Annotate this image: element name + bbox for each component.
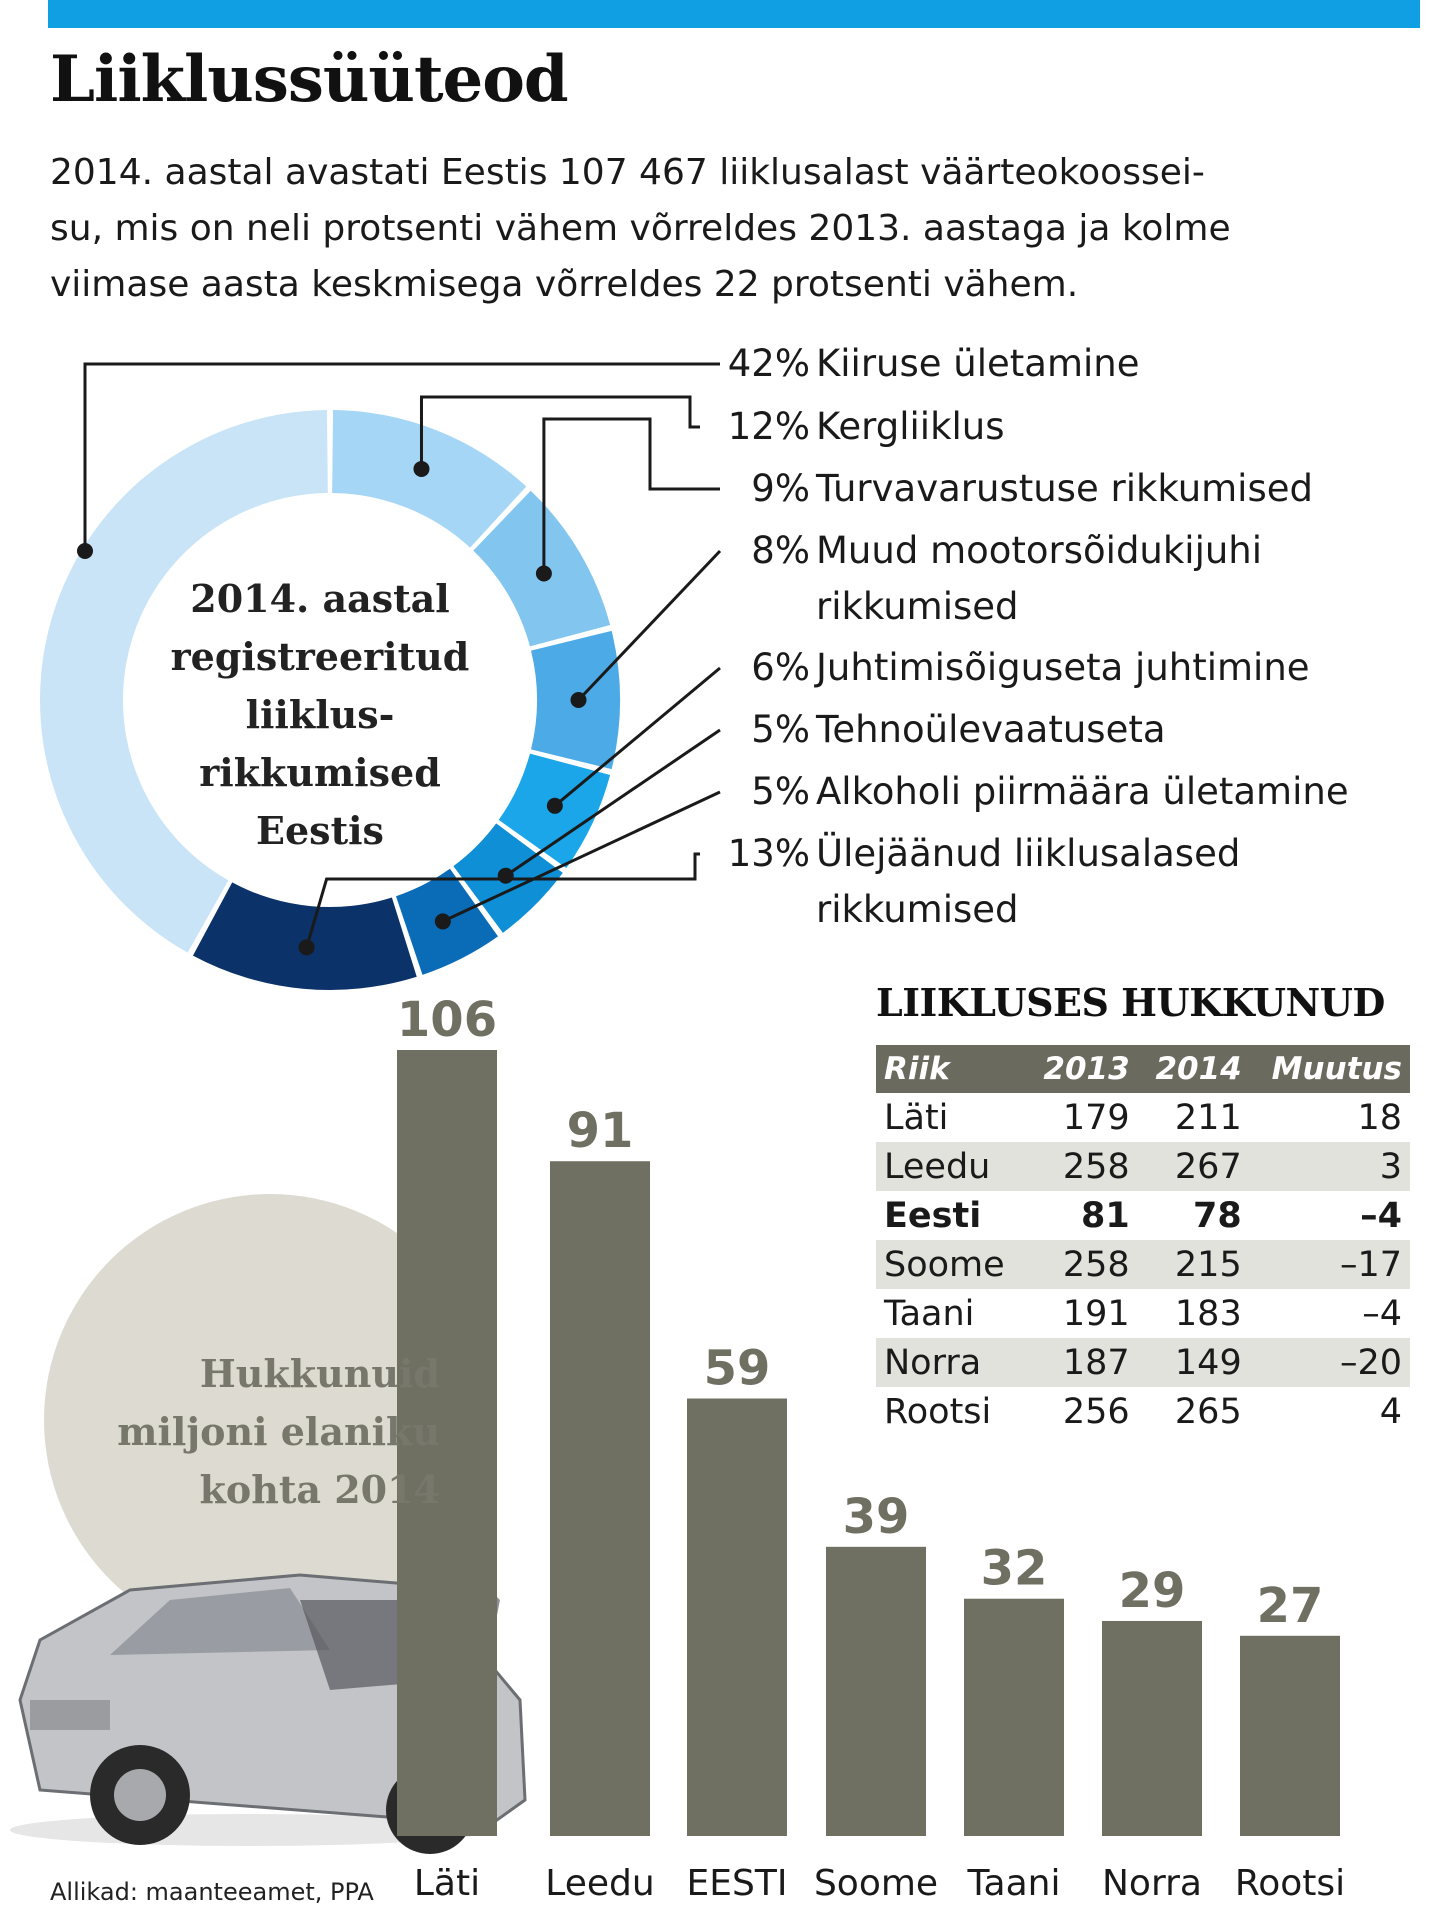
table-header-row [876, 1045, 1410, 1093]
bar-value-label: 27 [1256, 1577, 1324, 1634]
table-cell: –4 [1360, 1195, 1402, 1236]
bar [1102, 1621, 1202, 1836]
source-note: Allikad: maanteeamet, PPA [50, 1878, 374, 1906]
legend-label: rikkumised [816, 585, 1019, 628]
legend-item-other-driver [690, 523, 1262, 635]
bar [687, 1399, 787, 1836]
table-cell: 18 [1357, 1097, 1402, 1138]
legend-item-other [690, 826, 1240, 938]
table-cell: Rootsi [884, 1391, 992, 1432]
table-cell: Norra [876, 1338, 1026, 1387]
table-cell: 215 [1138, 1240, 1250, 1289]
bar [550, 1161, 650, 1836]
table-cell: –4 [1362, 1293, 1402, 1334]
legend-label: Kiiruse ületamine [816, 342, 1140, 385]
intro-line: su, mis on neli protsenti vähem võrreldes 2013. aastaga ja kolme [50, 208, 1231, 249]
table-cell: 183 [1174, 1293, 1242, 1334]
legend-label: Alkoholi piirmäära ületamine [816, 770, 1349, 813]
table-header-cell: 2014 [1138, 1045, 1250, 1093]
table-row [876, 1142, 1410, 1191]
table-header-cell: Riik [876, 1045, 1026, 1093]
table-title: LIIKLUSES HUKKUNUD [876, 980, 1385, 1025]
bar [1240, 1636, 1340, 1836]
legend-label: rikkumised [816, 888, 1019, 931]
bar-value-label: 91 [566, 1103, 634, 1160]
legend-pct: 5% [751, 770, 810, 813]
table-row [876, 1093, 1410, 1142]
donut-slice [193, 882, 417, 990]
legend-pct: 42% [727, 342, 810, 385]
legend-label: Ülejäänud liiklusalased [816, 832, 1241, 875]
table-cell: Eesti [884, 1195, 982, 1236]
table-cell: 3 [1250, 1142, 1410, 1191]
table-cell: Soome [876, 1240, 1026, 1289]
legend-label: Kergliiklus [816, 405, 1005, 448]
legend-label: Muud mootorsõidukijuhi [816, 529, 1263, 572]
legend-item-safety-equipment [690, 461, 1313, 517]
donut-center-line: rikkumised [199, 750, 441, 795]
bar-chart-title-line: kohta 2014 [199, 1467, 440, 1512]
table-cell: 149 [1138, 1338, 1250, 1387]
bar-chart-title [40, 1345, 440, 1519]
table-row [876, 1191, 1410, 1240]
intro-line: 2014. aastal avastati Eestis 107 467 liiklusalast väärteokoossei- [50, 152, 1205, 193]
legend-label: Tehnoülevaatuseta [816, 708, 1166, 751]
table-header-cell: Muutus [1250, 1045, 1410, 1093]
table-row [876, 1387, 1410, 1436]
legend-label: Juhtimisõiguseta juhtimine [816, 646, 1310, 689]
bar-category-label: Rootsi [1234, 1863, 1346, 1904]
table-cell: 267 [1138, 1142, 1250, 1191]
bar-category-label: Taani [967, 1863, 1061, 1904]
table-cell: 4 [1379, 1391, 1402, 1432]
bar-value-label: 39 [842, 1488, 910, 1545]
table-cell: Leedu [876, 1142, 1026, 1191]
table-cell: 187 [1026, 1338, 1138, 1387]
table-cell: –17 [1250, 1240, 1410, 1289]
fatalities-table [876, 1045, 1410, 1436]
table-cell: Läti [884, 1097, 949, 1138]
bar-value-label: 32 [980, 1540, 1048, 1597]
legend-pct: 6% [751, 646, 810, 689]
bar-chart-title-line: Hukkunuid [199, 1351, 440, 1396]
page-title: Liiklussüüteod [50, 42, 568, 117]
donut-center-line: 2014. aastal [190, 576, 450, 621]
bar [826, 1547, 926, 1836]
bar-value-label: 29 [1118, 1562, 1186, 1619]
bar-category-label: EESTI [686, 1863, 788, 1904]
intro-line: viimase aasta keskmisega võrreldes 22 protsenti vähem. [50, 264, 1079, 305]
legend-item-speeding [690, 336, 1140, 392]
bar-category-label: Norra [1102, 1863, 1202, 1904]
bar-chart-title-line: miljoni elaniku [117, 1409, 440, 1454]
bar [964, 1599, 1064, 1836]
legend-item-no-inspection [690, 702, 1166, 758]
donut-center-label [150, 570, 490, 860]
table-cell: 258 [1026, 1240, 1138, 1289]
table-cell: 211 [1174, 1097, 1242, 1138]
table-cell: 78 [1193, 1195, 1242, 1236]
table-cell: Taani [884, 1293, 975, 1334]
bar-value-label: 59 [703, 1340, 771, 1397]
bar-category-label: Leedu [545, 1863, 655, 1904]
legend-pct: 12% [727, 405, 810, 448]
donut-center-line: registreeritud [170, 634, 470, 679]
table-cell: 179 [1062, 1097, 1130, 1138]
bar-category-label: Läti [413, 1863, 481, 1904]
donut-center-line: Eestis [256, 808, 384, 853]
legend-item-alcohol [690, 764, 1349, 820]
table-cell: 256 [1062, 1391, 1130, 1432]
legend-pct: 9% [751, 467, 810, 510]
bar-value-label: 106 [396, 992, 498, 1048]
legend-pct: 8% [751, 529, 810, 572]
table-row [876, 1289, 1410, 1338]
table-cell: –20 [1250, 1338, 1410, 1387]
legend-pct: 13% [727, 832, 810, 875]
table-row [876, 1240, 1410, 1289]
legend-label: Turvavarustuse rikkumised [816, 467, 1313, 510]
legend-item-light-traffic [690, 399, 1005, 455]
legend-pct: 5% [751, 708, 810, 751]
table-row [876, 1338, 1410, 1387]
table-cell: 265 [1174, 1391, 1242, 1432]
table-header-cell: 2013 [1026, 1045, 1138, 1093]
bar-category-label: Soome [813, 1863, 939, 1904]
legend-item-no-license [690, 640, 1310, 696]
donut-center-line: liiklus- [245, 692, 395, 737]
table-cell: 81 [1080, 1195, 1130, 1236]
table-cell: 191 [1062, 1293, 1130, 1334]
table-cell: 258 [1026, 1142, 1138, 1191]
